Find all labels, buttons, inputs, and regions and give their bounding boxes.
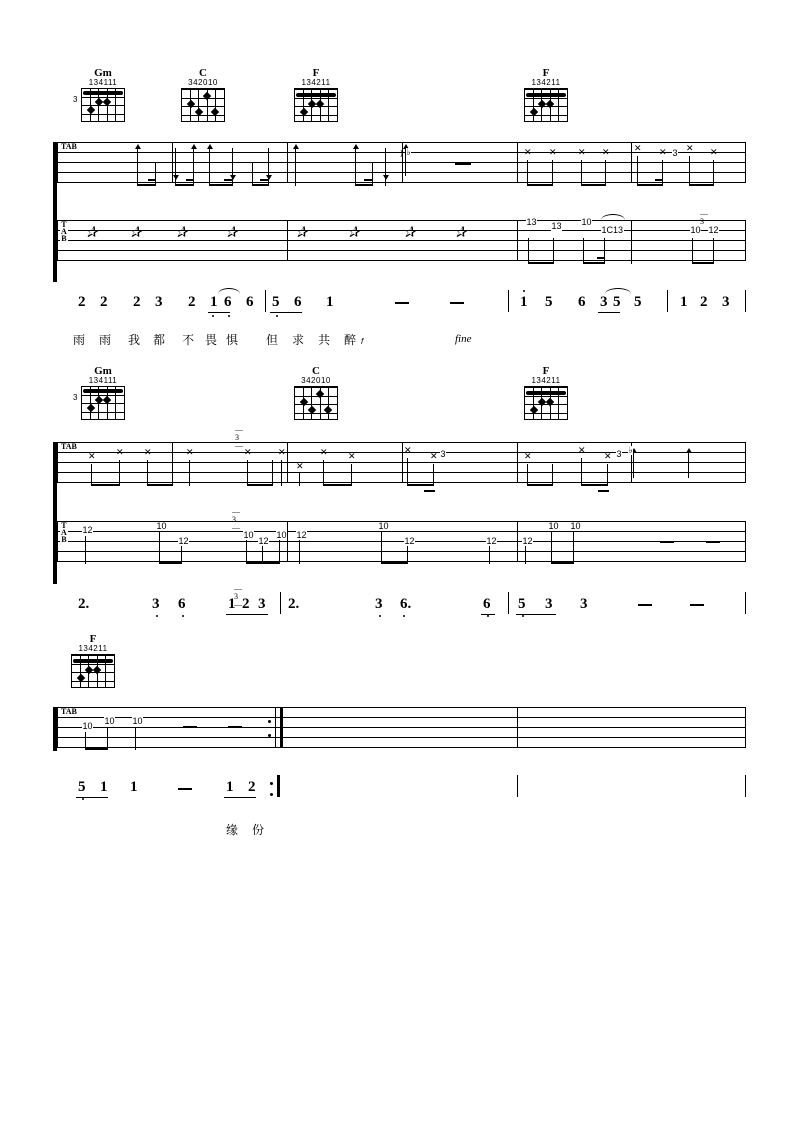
tab-number: 10 xyxy=(690,225,701,235)
jianpu-note: 6 xyxy=(578,294,586,310)
tab-number: 12 xyxy=(178,536,189,546)
jianpu-note: 3 xyxy=(258,596,266,612)
jianpu-note: 1 xyxy=(130,779,138,795)
jianpu-note: 6 xyxy=(246,294,254,310)
jianpu-note: 3 xyxy=(375,596,383,612)
tab-clef-label: TAB xyxy=(61,442,77,451)
jianpu-note: 1 xyxy=(520,294,528,310)
lyric-syllable: 雨 xyxy=(73,333,86,347)
chord-grid xyxy=(71,654,115,688)
tab-number: 12 xyxy=(296,530,307,540)
tab-number: 12 xyxy=(258,536,269,546)
jianpu-note: 3 xyxy=(152,596,160,612)
jianpu-note: 6 xyxy=(483,596,491,612)
jianpu-note: 6 xyxy=(178,596,186,612)
jianpu-note: 2 xyxy=(700,294,708,310)
jianpu-note: 2 xyxy=(100,294,108,310)
chord-fingering: 134111 xyxy=(88,376,118,385)
tab-clef-label: TAB xyxy=(61,707,77,716)
tab-number: 12 xyxy=(82,525,93,535)
jianpu-note: 1 xyxy=(680,294,688,310)
jianpu-note: 5 xyxy=(634,294,642,310)
chord-grid xyxy=(524,88,568,122)
chord-fingering: 134211 xyxy=(301,78,331,87)
tab-number: 13 xyxy=(526,217,537,227)
tab-number: 12 xyxy=(522,536,533,546)
tab-number: 10 xyxy=(82,721,93,731)
sheet-music-page: Gm 134111 3 C 342010 F 134211 F 134211 TAB T A B ⟩ ♭ ✕ ✕ ✕ ✕ ✕ ✕ ✕ ✕ 3 ✰ ✰ ✰ ✰ ✰ ✰ ✰ ✰ 13 13 10 1C13 10 12 —3— 2 2 2 3 2 1 6 6 5 6 1 1 5 6 3 5 5 1 2 3 雨 雨 我 都 不 畏 惧 但 求 共 醉 f fine Gm 134111 3 C 342010 F 134211 TAB T A B ✕ ✕ ✕ ✕ ✕ ✕ ✕ ✕ ✕ ✕ ✕ ✕ ✕ ✕ 3 3 —3— ♭ 12 10 12 10 12 10 12 10 12 12 12 10 10 —3— 2. 3 6 1 2 3 —3— 2. 3 6. 6 5 3 3 F 134211 TAB 10 10 10 5 1 1 1 2 缘 份 xyxy=(0,0,793,1122)
chord-diagram-gm-2 xyxy=(75,366,131,420)
jianpu-note: 2 xyxy=(248,779,256,795)
tab-number: 10 xyxy=(581,217,592,227)
jianpu-note: 1 xyxy=(228,596,236,612)
jianpu-note: 1 xyxy=(210,294,218,310)
jianpu-note: 5 xyxy=(272,294,280,310)
tab-number: 10 xyxy=(243,530,254,540)
jianpu-note: 5 xyxy=(518,596,526,612)
jianpu-note: 2 xyxy=(188,294,196,310)
tab-number: 10 xyxy=(378,521,389,531)
chord-fingering: 134111 xyxy=(88,78,118,87)
tab-clef-label: TAB xyxy=(61,142,77,151)
lyric-syllable: 畏 xyxy=(205,333,218,347)
jianpu-note: 1 xyxy=(326,294,334,310)
jianpu-note: 6 xyxy=(294,294,302,310)
jianpu-note: 3 xyxy=(722,294,730,310)
tab-number: 10 xyxy=(132,716,143,726)
jianpu-note: 1 xyxy=(100,779,108,795)
chord-fingering: 134211 xyxy=(531,376,561,385)
chord-fingering: 342010 xyxy=(188,78,218,87)
jianpu-note: 1 xyxy=(226,779,234,795)
lyric-syllable: 惧 xyxy=(226,333,239,347)
tab-number: 13 xyxy=(551,221,562,231)
chord-grid xyxy=(73,88,125,122)
chord-fret-number: 3 xyxy=(73,95,78,104)
jianpu-note: 5 xyxy=(78,779,86,795)
tab-number: 10 xyxy=(104,716,115,726)
jianpu-note: 2. xyxy=(78,596,90,612)
jianpu-note: 3 xyxy=(155,294,163,310)
lyric-syllable: 醉 xyxy=(344,333,357,347)
tab-number: 10 xyxy=(570,521,581,531)
lyric-syllable: 我 xyxy=(128,333,141,347)
tab-number: 12 xyxy=(404,536,415,546)
chord-diagram-c xyxy=(175,68,231,122)
lyric-syllable: 都 xyxy=(153,333,166,347)
chord-name: F xyxy=(542,365,550,377)
tab-number: 1C13 xyxy=(601,225,624,235)
jianpu-note: 5 xyxy=(613,294,621,310)
lyric-syllable: 共 xyxy=(318,333,331,347)
jianpu-note: 2 xyxy=(78,294,86,310)
jianpu-note: 2 xyxy=(133,294,141,310)
jianpu-note: 5 xyxy=(545,294,553,310)
chord-fingering: 134211 xyxy=(78,644,108,653)
tab-clef-label: T A B xyxy=(61,220,67,244)
chord-name: C xyxy=(312,365,320,377)
jianpu-note: 6 xyxy=(224,294,232,310)
chord-diagram-c-2 xyxy=(288,366,344,420)
chord-diagram-gm-1 xyxy=(75,68,131,122)
tab-number: 10 xyxy=(548,521,559,531)
chord-fingering: 134211 xyxy=(531,78,561,87)
tab-number: 12 xyxy=(708,225,719,235)
chord-name: Gm xyxy=(94,365,112,377)
chord-fret-number: 3 xyxy=(73,393,78,402)
chord-diagram-f-1 xyxy=(288,68,344,122)
jianpu-note: 2 xyxy=(242,596,250,612)
dynamic-marking: f xyxy=(361,337,364,346)
chord-diagram-f-4 xyxy=(65,634,121,688)
chord-grid xyxy=(73,386,125,420)
chord-grid xyxy=(294,88,338,122)
chord-name: C xyxy=(199,67,207,79)
lyric-syllable: 求 xyxy=(292,333,305,347)
tab-number: 10 xyxy=(156,521,167,531)
lyric-syllable: 份 xyxy=(252,823,265,837)
tab-number: 10 xyxy=(276,530,287,540)
lyric-syllable: 缘 xyxy=(226,823,239,837)
lyric-syllable: 但 xyxy=(266,333,279,347)
jianpu-note: 3 xyxy=(545,596,553,612)
jianpu-note: 3 xyxy=(580,596,588,612)
jianpu-note: 2. xyxy=(288,596,300,612)
chord-name: F xyxy=(89,633,97,645)
chord-name: F xyxy=(312,67,320,79)
tab-number: 12 xyxy=(486,536,497,546)
jianpu-note: 6. xyxy=(400,596,412,612)
fine-marking: fine xyxy=(455,333,472,345)
chord-grid xyxy=(524,386,568,420)
chord-grid xyxy=(181,88,225,122)
lyric-syllable: 不 xyxy=(182,333,195,347)
chord-diagram-f-3 xyxy=(518,366,574,420)
chord-name: F xyxy=(542,67,550,79)
chord-grid xyxy=(294,386,338,420)
lyric-syllable: 雨 xyxy=(99,333,112,347)
tab-clef-label: T A B xyxy=(61,521,67,545)
jianpu-note: 3 xyxy=(600,294,608,310)
chord-diagram-f-2 xyxy=(518,68,574,122)
chord-name: Gm xyxy=(94,67,112,79)
chord-fingering: 342010 xyxy=(301,376,331,385)
